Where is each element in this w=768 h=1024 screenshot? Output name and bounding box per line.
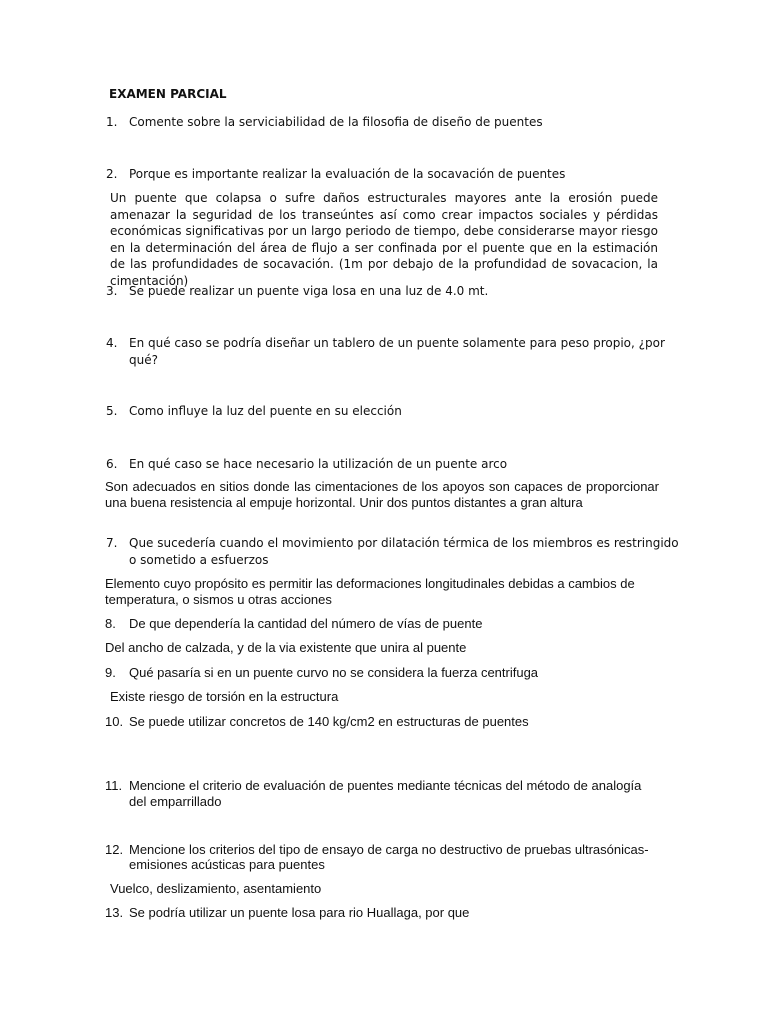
question-5-number: 5.: [106, 404, 118, 418]
answer-12-text: Vuelco, deslizamiento, asentamiento: [110, 881, 322, 896]
question-12-number: 12.: [105, 842, 124, 857]
question-6-number: 6.: [106, 457, 118, 471]
question-4-text: En qué caso se podría diseñar un tablero de un puente solamente para peso propio, ¿por: [129, 336, 665, 350]
question-1-number: 1.: [106, 115, 118, 129]
question-7-number: 7.: [106, 536, 118, 550]
question-9-number: 9.: [105, 665, 116, 680]
question-5-text: Como influye la luz del puente en su elección: [129, 404, 402, 418]
question-9-text: Qué pasaría si en un puente curvo no se considera la fuerza centrifuga: [129, 665, 539, 680]
question-4-text-continued: qué?: [129, 353, 158, 367]
question-11-text-continued: del emparrillado: [129, 794, 222, 809]
question-4-number: 4.: [106, 336, 118, 350]
answer-2-paragraph: Un puente que colapsa o sufre daños estructurales mayores ante la erosión puede amenazar la seguridad de los transeúntes así como crear impactos sociales y pérdidas económicas significativas por un largo periodo de tiempo, debe considerarse mayor riesgo en la determinación del área de flujo a ser confinada por el puente que en la estimación de las profundidades de socavación. (1m por debajo de la profundidad de sovacacion, la cimentación): [110, 191, 658, 288]
question-10-text: Se puede utilizar concretos de 140 kg/cm2 en estructuras de puentes: [129, 714, 529, 729]
answer-8-text: Del ancho de calzada, y de la via existente que unira al puente: [105, 640, 467, 655]
question-6-text: En qué caso se hace necesario la utilización de un puente arco: [129, 457, 508, 471]
question-12-text: Mencione los criterios del tipo de ensayo de carga no destructivo de pruebas ultrasónicas-: [129, 842, 649, 857]
answer-9-text: Existe riesgo de torsión en la estructura: [110, 689, 339, 704]
question-8-number: 8.: [105, 616, 116, 631]
question-13-number: 13.: [105, 905, 124, 920]
question-1-text: Comente sobre la serviciabilidad de la filosofia de diseño de puentes: [129, 115, 543, 129]
answer-6-text: Son adecuados en sitios donde las cimentaciones de los apoyos son capaces de proporcionar una buena resistencia al empuje horizontal. Unir dos puntos distantes a gran altura: [105, 479, 659, 510]
question-3-text: Se puede realizar un puente viga losa en una luz de 4.0 mt.: [129, 284, 489, 298]
question-11-text: Mencione el criterio de evaluación de puentes mediante técnicas del método de analogía: [129, 778, 642, 793]
question-7-text: Que sucedería cuando el movimiento por dilatación térmica de los miembros es restringido: [129, 536, 679, 550]
question-7-text-continued: o sometido a esfuerzos: [129, 553, 269, 567]
answer-7-text: Elemento cuyo propósito es permitir las deformaciones longitudinales debidas a cambios de temperatura, o sismos u otras acciones: [105, 576, 635, 607]
exam-title: EXAMEN PARCIAL: [109, 87, 227, 101]
question-2-text: Porque es importante realizar la evaluación de la socavación de puentes: [129, 167, 566, 181]
question-10-number: 10.: [105, 714, 124, 729]
question-2-number: 2.: [106, 167, 118, 181]
question-3-number: 3.: [106, 284, 118, 298]
question-11-number: 11.: [105, 778, 123, 793]
question-8-text: De que dependería la cantidad del número de vías de puente: [129, 616, 483, 631]
question-13-text: Se podría utilizar un puente losa para rio Huallaga, por que: [129, 905, 470, 920]
question-12-text-continued: emisiones acústicas para puentes: [129, 857, 325, 872]
